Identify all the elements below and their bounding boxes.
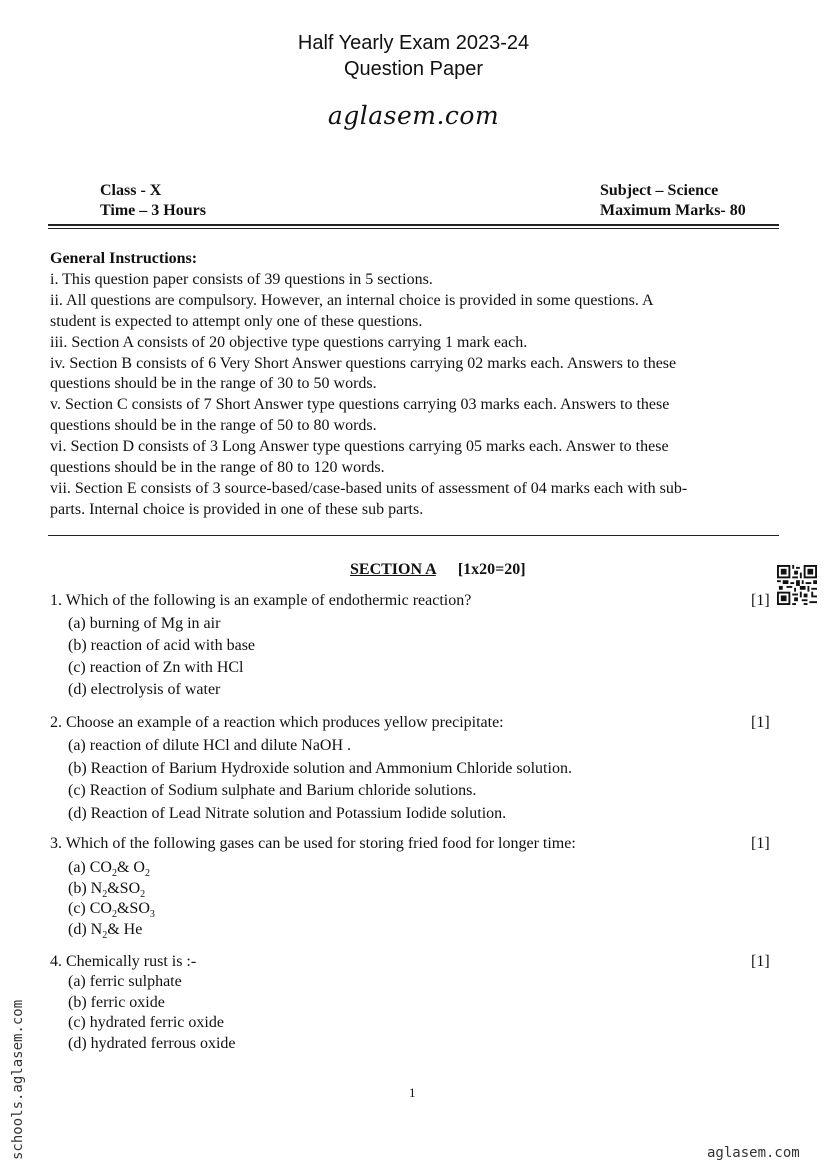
- instruction-line: vi. Section D consists of 3 Long Answer type questions carrying 05 marks each. Answer to these: [50, 438, 669, 456]
- question-3-mark: [1]: [751, 835, 770, 852]
- page-number: 1: [409, 1085, 416, 1100]
- option-d: (d) electrolysis of water: [68, 681, 221, 698]
- instruction-line: student is expected to attempt only one of these questions.: [50, 312, 423, 330]
- option-a: (a) $CO_2\&$ $O_2$: [68, 859, 150, 880]
- option-c: (c) $CO_2\&SO_3$: [68, 900, 155, 921]
- instructions-heading: General Instructions:: [50, 250, 198, 267]
- instruction-line: iv. Section B consists of 6 Very Short Answer questions carrying 02 marks each. Answers to these: [50, 354, 677, 372]
- question-2-mark: [1]: [751, 714, 770, 731]
- question-1-options: [68, 615, 255, 703]
- option-a: (a) burning of Mg in air: [68, 615, 221, 632]
- section-marks: [1x20=20]: [457, 561, 526, 578]
- option-b: (b) $N_2\&SO_2$: [68, 879, 146, 900]
- question-1-text: 1. Which of the following is an example of endothermic reaction?: [50, 592, 472, 609]
- option-b: (b) Reaction of Barium Hydroxide solution and Ammonium Chloride solution.: [68, 759, 572, 777]
- question-3-options: [68, 859, 155, 941]
- instruction-line: i. This question paper consists of 39 questions in 5 sections.: [50, 271, 433, 288]
- instructions-list: [50, 271, 687, 522]
- class-label: Class - X: [100, 182, 162, 199]
- footer-watermark: aglasem.com: [707, 1145, 800, 1161]
- question-4-mark: [1]: [751, 953, 770, 970]
- instruction-line: questions should be in the range of 50 to 80 words.: [50, 417, 377, 435]
- subject-label: Subject – Science: [600, 182, 719, 199]
- option-d: (d) hydrated ferrous oxide: [68, 1034, 236, 1052]
- header-divider: [48, 224, 779, 226]
- instruction-line: v. Section C consists of 7 Short Answer type questions carrying 03 marks each. Answers to these: [50, 396, 670, 414]
- instruction-line: questions should be in the range of 80 to 120 words.: [50, 459, 385, 477]
- side-watermark: schools.aglasem.com: [10, 999, 26, 1160]
- question-1-mark: [1]: [751, 592, 770, 609]
- question-2-options: [68, 737, 572, 827]
- option-b: (b) reaction of acid with base: [68, 637, 256, 654]
- brand-logo: aglasem.com: [327, 101, 500, 130]
- exam-title: Half Yearly Exam 2023-24: [297, 32, 530, 54]
- option-b: (b) ferric oxide: [68, 993, 165, 1011]
- section-heading: [350, 561, 526, 579]
- section-title: SECTION A: [350, 561, 436, 578]
- header-divider-thin: [48, 228, 779, 229]
- instruction-line: iii. Section A consists of 20 objective type questions carrying 1 mark each.: [50, 333, 528, 351]
- instructions-divider: [48, 535, 779, 536]
- instruction-line: parts. Internal choice is provided in one of these sub parts.: [50, 500, 424, 518]
- option-c: (c) Reaction of Sodium sulphate and Barium chloride solutions.: [68, 782, 477, 799]
- instruction-line: questions should be in the range of 30 to 50 words.: [50, 375, 377, 393]
- max-marks-label: Maximum Marks- 80: [600, 202, 746, 219]
- option-a: (a) reaction of dilute HCl and dilute NaOH .: [68, 737, 352, 754]
- question-3-text: 3. Which of the following gases can be used for storing fried food for longer time:: [50, 835, 576, 852]
- instruction-line: vii. Section E consists of 3 source-based/case-based units of assessment of 04 marks each with sub-: [50, 479, 688, 497]
- option-c: (c) hydrated ferric oxide: [68, 1014, 224, 1031]
- paper-subtitle: Question Paper: [344, 58, 483, 80]
- question-4-text: 4. Chemically rust is :-: [50, 953, 197, 970]
- question-4-options: [68, 973, 236, 1055]
- option-d: (d) Reaction of Lead Nitrate solution and Potassium Iodide solution.: [68, 804, 507, 822]
- question-2-text: 2. Choose an example of a reaction which produces yellow precipitate:: [50, 714, 504, 731]
- qr-code-icon: [777, 565, 817, 605]
- option-d: (d) $N_2\&$ He: [68, 920, 143, 941]
- option-a: (a) ferric sulphate: [68, 973, 182, 990]
- option-c: (c) reaction of Zn with HCl: [68, 659, 244, 676]
- time-label: Time – 3 Hours: [100, 202, 206, 219]
- instruction-line: ii. All questions are compulsory. However, an internal choice is provided in some questions. A: [50, 291, 654, 309]
